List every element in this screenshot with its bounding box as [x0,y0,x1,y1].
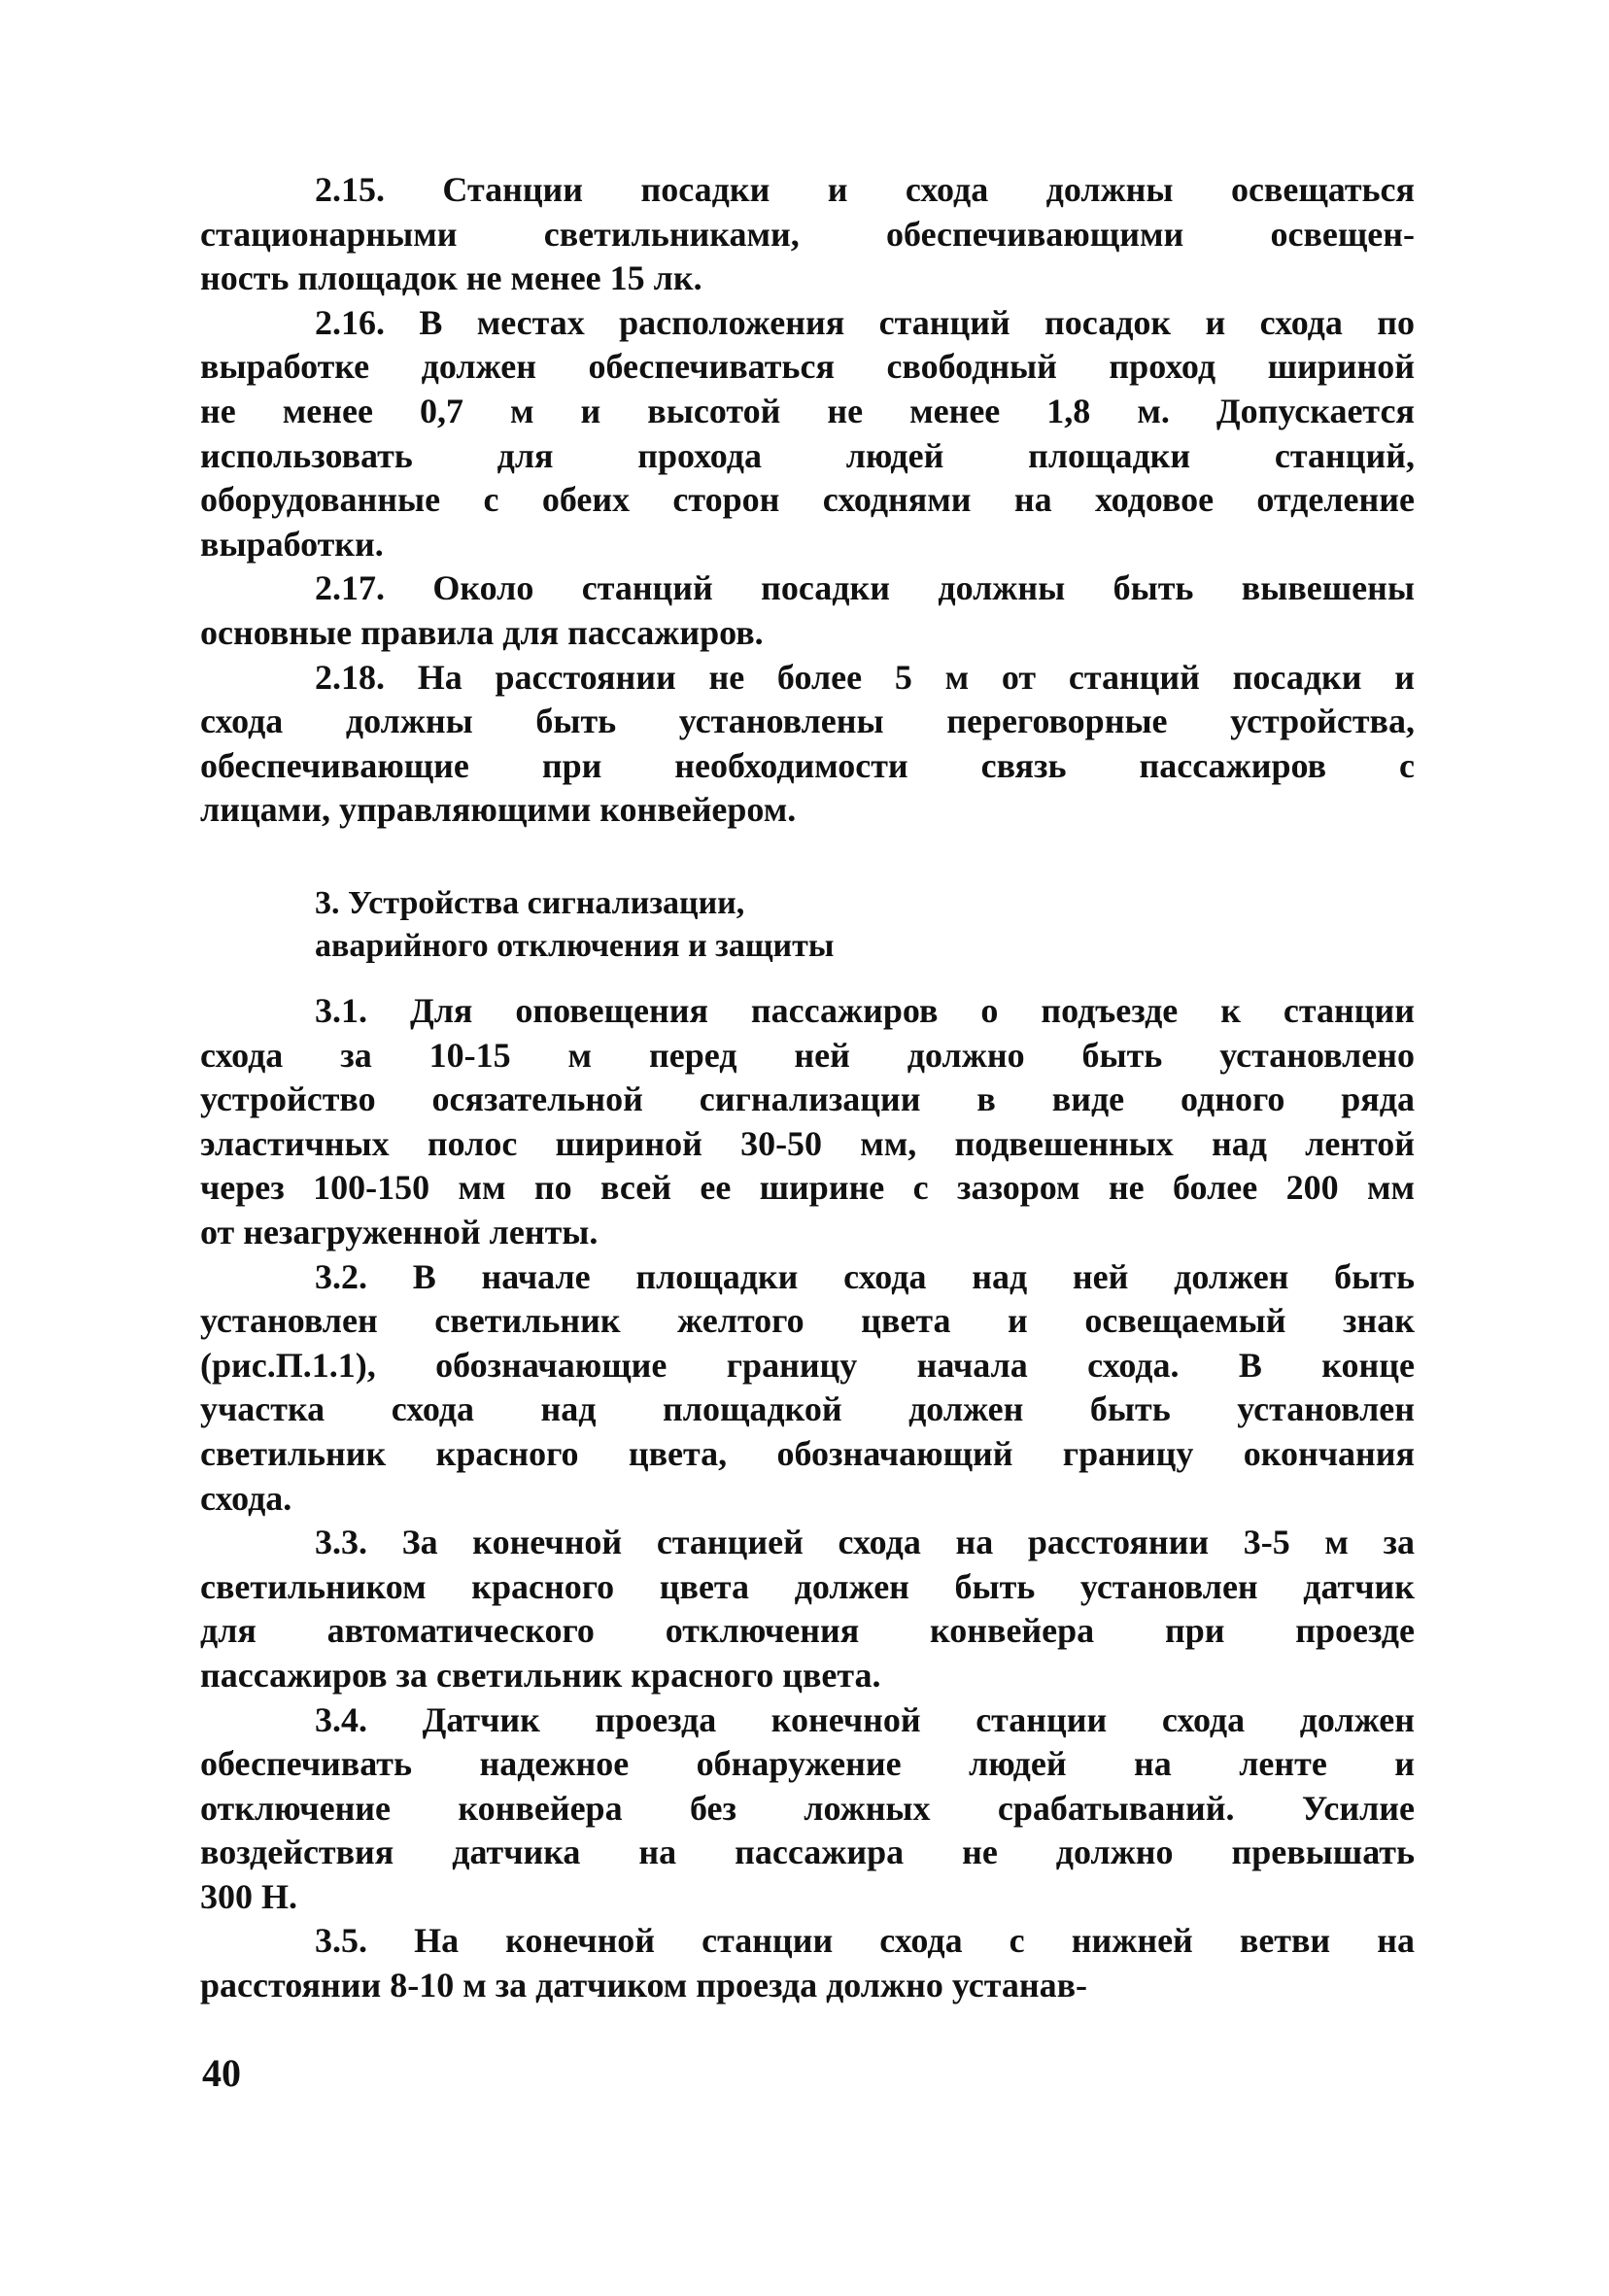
text-line: обеспечивать надежное обнаружение людей на ленте и [200,1744,1415,1784]
paragraph [200,301,1415,567]
paragraph [200,168,1415,301]
text-line: 3.5. На конечной станции схода с нижней ветви на [315,1921,1415,1961]
text-line: схода за 10-15 м перед ней должно быть установлено [200,1035,1415,1075]
text-line: участка схода над площадкой должен быть установлен [200,1389,1415,1429]
text-line: для автоматического отключения конвейера при проезде [200,1611,1415,1651]
paragraph [200,1521,1415,1697]
heading-line: аварийного отключения и защиты [315,928,835,964]
text-line: установлен светильник желтого цвета и освещаемый знак [200,1301,1415,1341]
text-line: эластичных полос шириной 30-50 мм, подвешенных над лентой [200,1123,1415,1163]
text-line: 3.1. Для оповещения пассажиров о подъезде к станции [315,991,1415,1030]
text-line: через 100-150 мм по всей ее ширине с зазором не более 200 мм [200,1168,1415,1208]
section-3-text [200,989,1415,2008]
paragraph [200,1698,1415,1920]
paragraph [200,566,1415,655]
text-line: светильником красного цвета должен быть установлен датчик [200,1566,1415,1606]
paragraph [200,1919,1415,2007]
page-number: 40 [202,2051,241,2095]
text-line: устройство осязательной сигнализации в виде одного ряда [200,1079,1415,1119]
text-line: не менее 0,7 м и высотой не менее 1,8 м. Допускается [200,391,1415,430]
text-line: выработки. [200,524,384,564]
text-line: основные правила для пассажиров. [200,612,764,652]
text-line: ность площадок не менее 15 лк. [200,258,702,298]
text-line: использовать для прохода людей площадки станций, [200,435,1415,475]
text-line: 2.18. На расстоянии не более 5 м от станций посадки и [315,657,1415,697]
text-line: выработке должен обеспечиваться свободный проход шириной [200,347,1415,387]
text-line: лицами, управляющими конвейером. [200,790,797,830]
text-line: 300 Н. [200,1876,298,1916]
text-line: пассажиров за светильник красного цвета. [200,1655,881,1695]
text-line: расстоянии 8-10 м за датчиком проезда должно устанав- [200,1966,1088,2005]
heading-line: 3. Устройства сигнализации, [315,885,745,921]
text-line: воздействия датчика на пассажира не должно превышать [200,1833,1415,1872]
text-line: (рис.П.1.1), обозначающие границу начала схода. В конце [200,1345,1415,1385]
text-line: оборудованные с обеих сторон сходнями на ходовое отделение [200,480,1415,520]
paragraph [200,1255,1415,1522]
text-line: 3.4. Датчик проезда конечной станции схода должен [315,1699,1415,1739]
text-line: 3.3. За конечной станцией схода на расстоянии 3-5 м за [315,1523,1415,1562]
text-line: 3.2. В начале площадки схода над ней должен быть [315,1256,1415,1296]
text-line: схода должны быть установлены переговорные устройства, [200,702,1415,741]
text-line: обеспечивающие при необходимости связь пассажиров с [200,745,1415,785]
text-line: 2.17. Около станций посадки должны быть вывешены [315,568,1415,608]
text-line: от незагруженной ленты. [200,1212,599,1251]
text-line: схода. [200,1478,292,1518]
text-line: светильник красного цвета, обозначающий границу окончания [200,1433,1415,1473]
text-line: стационарными светильниками, обеспечивающими освещен- [200,214,1415,254]
section-3-heading [315,882,834,968]
text-line: отключение конвейера без ложных срабатываний. Усилие [200,1788,1415,1828]
paragraph [200,989,1415,1255]
text-line: 2.15. Станции посадки и схода должны освещаться [315,170,1415,209]
section-2-text [200,168,1415,833]
text-line: 2.16. В местах расположения станций посадок и схода по [315,302,1415,342]
paragraph [200,656,1415,833]
